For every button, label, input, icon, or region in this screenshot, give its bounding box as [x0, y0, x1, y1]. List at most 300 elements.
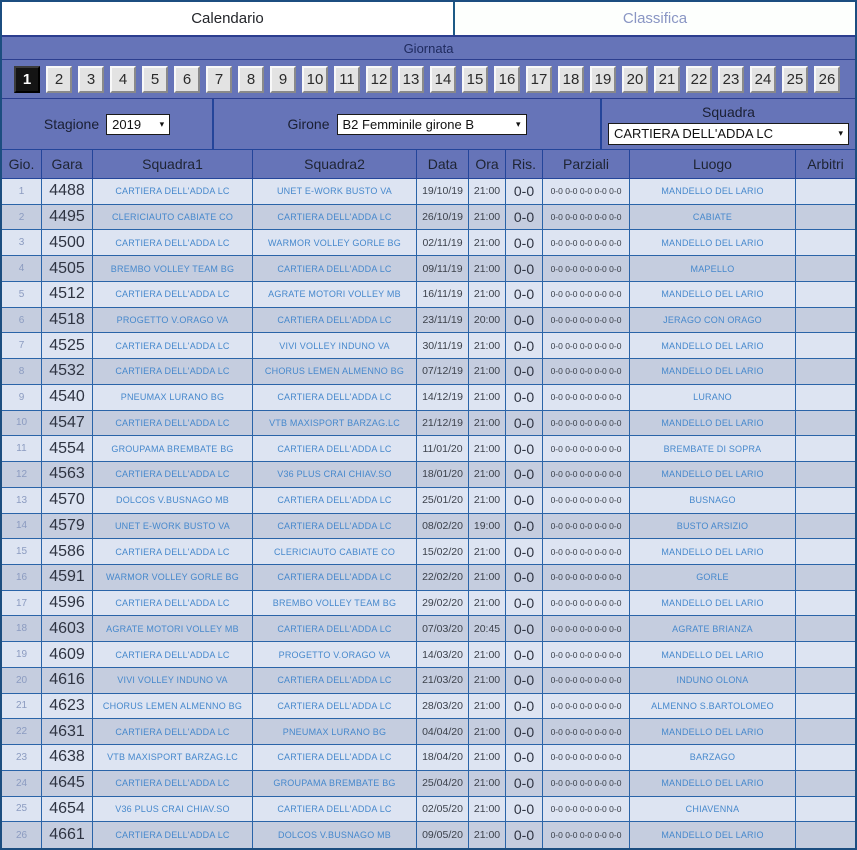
giornata-header — [2, 37, 855, 60]
table-row — [2, 771, 855, 797]
cell-data: 29/02/20 — [417, 591, 469, 616]
cell-squadra2: VIVI VOLLEY INDUNO VA — [253, 333, 417, 358]
cell-gio: 25 — [2, 797, 42, 822]
giornata-day-7[interactable]: 7 — [206, 66, 232, 93]
cell-data: 19/10/19 — [417, 179, 469, 204]
cell-squadra2: CARTIERA DELL'ADDA LC — [253, 308, 417, 333]
cell-ora: 21:00 — [469, 230, 506, 255]
cell-ora: 21:00 — [469, 668, 506, 693]
table-row — [2, 539, 855, 565]
stagione-section — [2, 99, 214, 149]
cell-parziali: 0-0 0-0 0-0 0-0 0-0 — [543, 745, 630, 770]
cell-parziali: 0-0 0-0 0-0 0-0 0-0 — [543, 488, 630, 513]
cell-arbitri — [796, 205, 855, 230]
cell-parziali: 0-0 0-0 0-0 0-0 0-0 — [543, 308, 630, 333]
cell-squadra2: UNET E-WORK BUSTO VA — [253, 179, 417, 204]
cell-squadra1: CARTIERA DELL'ADDA LC — [93, 462, 253, 487]
cell-gio: 20 — [2, 668, 42, 693]
cell-luogo: BARZAGO — [630, 745, 796, 770]
cell-data: 15/02/20 — [417, 539, 469, 564]
cell-parziali: 0-0 0-0 0-0 0-0 0-0 — [543, 256, 630, 281]
table-row — [2, 719, 855, 745]
column-header-squadra1: Squadra1 — [93, 150, 253, 178]
cell-ris: 0-0 — [506, 694, 543, 719]
cell-luogo: BREMBATE DI SOPRA — [630, 436, 796, 461]
cell-squadra2: CARTIERA DELL'ADDA LC — [253, 745, 417, 770]
cell-ris: 0-0 — [506, 745, 543, 770]
table-row — [2, 333, 855, 359]
column-header-gio: Gio. — [2, 150, 42, 178]
cell-ris: 0-0 — [506, 282, 543, 307]
column-header-squadra2: Squadra2 — [253, 150, 417, 178]
cell-ris: 0-0 — [506, 308, 543, 333]
giornata-day-16[interactable]: 16 — [494, 66, 520, 93]
cell-data: 18/01/20 — [417, 462, 469, 487]
cell-gara: 4623 — [42, 694, 93, 719]
cell-squadra1: CARTIERA DELL'ADDA LC — [93, 642, 253, 667]
cell-arbitri — [796, 436, 855, 461]
girone-label: Girone — [287, 116, 330, 132]
cell-gio: 8 — [2, 359, 42, 384]
cell-luogo: MANDELLO DEL LARIO — [630, 591, 796, 616]
cell-gio: 6 — [2, 308, 42, 333]
cell-gara: 4616 — [42, 668, 93, 693]
cell-arbitri — [796, 462, 855, 487]
cell-gio: 21 — [2, 694, 42, 719]
cell-data: 14/03/20 — [417, 642, 469, 667]
cell-luogo: JERAGO CON ORAGO — [630, 308, 796, 333]
giornata-day-23[interactable]: 23 — [718, 66, 744, 93]
cell-gio: 12 — [2, 462, 42, 487]
giornata-day-9[interactable]: 9 — [270, 66, 296, 93]
cell-squadra1: VIVI VOLLEY INDUNO VA — [93, 668, 253, 693]
cell-gara: 4488 — [42, 179, 93, 204]
cell-gio: 13 — [2, 488, 42, 513]
cell-luogo: CABIATE — [630, 205, 796, 230]
cell-ris: 0-0 — [506, 436, 543, 461]
giornata-day-15[interactable]: 15 — [462, 66, 488, 93]
cell-luogo: MANDELLO DEL LARIO — [630, 719, 796, 744]
cell-squadra2: CARTIERA DELL'ADDA LC — [253, 514, 417, 539]
cell-squadra1: CARTIERA DELL'ADDA LC — [93, 771, 253, 796]
cell-parziali: 0-0 0-0 0-0 0-0 0-0 — [543, 771, 630, 796]
giornata-day-1[interactable]: 1 — [14, 66, 40, 93]
cell-parziali: 0-0 0-0 0-0 0-0 0-0 — [543, 205, 630, 230]
cell-squadra1: CARTIERA DELL'ADDA LC — [93, 230, 253, 255]
cell-data: 09/11/19 — [417, 256, 469, 281]
cell-ora: 21:00 — [469, 385, 506, 410]
cell-arbitri — [796, 282, 855, 307]
cell-squadra1: CARTIERA DELL'ADDA LC — [93, 359, 253, 384]
squadra-select[interactable] — [608, 123, 849, 145]
cell-squadra2: V36 PLUS CRAI CHIAV.SO — [253, 462, 417, 487]
cell-ora: 21:00 — [469, 282, 506, 307]
column-header-luogo: Luogo — [630, 150, 796, 178]
cell-ora: 21:00 — [469, 797, 506, 822]
cell-ora: 19:00 — [469, 514, 506, 539]
cell-parziali: 0-0 0-0 0-0 0-0 0-0 — [543, 719, 630, 744]
cell-arbitri — [796, 308, 855, 333]
cell-ris: 0-0 — [506, 488, 543, 513]
cell-ris: 0-0 — [506, 359, 543, 384]
squadra-selected-value: CARTIERA DELL'ADDA LC — [614, 126, 774, 141]
stagione-label: Stagione — [43, 116, 100, 132]
cell-ris: 0-0 — [506, 333, 543, 358]
giornata-day-25[interactable]: 25 — [782, 66, 808, 93]
cell-squadra2: CARTIERA DELL'ADDA LC — [253, 205, 417, 230]
cell-luogo: MANDELLO DEL LARIO — [630, 822, 796, 848]
cell-ora: 21:00 — [469, 771, 506, 796]
cell-gio: 9 — [2, 385, 42, 410]
cell-ris: 0-0 — [506, 771, 543, 796]
cell-gio: 5 — [2, 282, 42, 307]
cell-ris: 0-0 — [506, 385, 543, 410]
cell-luogo: CHIAVENNA — [630, 797, 796, 822]
giornata-day-10[interactable]: 10 — [302, 66, 328, 93]
cell-squadra1: CARTIERA DELL'ADDA LC — [93, 282, 253, 307]
cell-ora: 21:00 — [469, 539, 506, 564]
cell-gara: 4505 — [42, 256, 93, 281]
cell-gio: 7 — [2, 333, 42, 358]
cell-gio: 17 — [2, 591, 42, 616]
chevron-down-icon: ▾ — [515, 118, 521, 129]
cell-ris: 0-0 — [506, 179, 543, 204]
cell-gara: 4525 — [42, 333, 93, 358]
giornata-day-19[interactable]: 19 — [590, 66, 616, 93]
table-row — [2, 230, 855, 256]
giornata-day-14[interactable]: 14 — [430, 66, 456, 93]
table-row — [2, 385, 855, 411]
cell-gara: 4596 — [42, 591, 93, 616]
cell-data: 18/04/20 — [417, 745, 469, 770]
table-row — [2, 591, 855, 617]
cell-ora: 21:00 — [469, 256, 506, 281]
cell-parziali: 0-0 0-0 0-0 0-0 0-0 — [543, 616, 630, 641]
cell-parziali: 0-0 0-0 0-0 0-0 0-0 — [543, 359, 630, 384]
cell-squadra1: CARTIERA DELL'ADDA LC — [93, 822, 253, 848]
cell-gara: 4631 — [42, 719, 93, 744]
cell-luogo: AGRATE BRIANZA — [630, 616, 796, 641]
cell-squadra2: PROGETTO V.ORAGO VA — [253, 642, 417, 667]
cell-gio: 18 — [2, 616, 42, 641]
cell-arbitri — [796, 616, 855, 641]
cell-arbitri — [796, 359, 855, 384]
cell-squadra2: WARMOR VOLLEY GORLE BG — [253, 230, 417, 255]
table-row — [2, 359, 855, 385]
cell-gara: 4500 — [42, 230, 93, 255]
cell-gara: 4554 — [42, 436, 93, 461]
giornata-day-5[interactable]: 5 — [142, 66, 168, 93]
tab-bar — [2, 2, 855, 37]
cell-parziali: 0-0 0-0 0-0 0-0 0-0 — [543, 591, 630, 616]
giornata-day-20[interactable]: 20 — [622, 66, 648, 93]
cell-ora: 21:00 — [469, 488, 506, 513]
cell-squadra2: DOLCOS V.BUSNAGO MB — [253, 822, 417, 848]
cell-gara: 4495 — [42, 205, 93, 230]
cell-data: 25/04/20 — [417, 771, 469, 796]
cell-luogo: LURANO — [630, 385, 796, 410]
table-row — [2, 256, 855, 282]
cell-ris: 0-0 — [506, 514, 543, 539]
cell-data: 14/12/19 — [417, 385, 469, 410]
cell-parziali: 0-0 0-0 0-0 0-0 0-0 — [543, 565, 630, 590]
table-row — [2, 822, 855, 848]
table-row — [2, 642, 855, 668]
cell-ora: 21:00 — [469, 359, 506, 384]
cell-data: 08/02/20 — [417, 514, 469, 539]
cell-squadra2: CARTIERA DELL'ADDA LC — [253, 385, 417, 410]
cell-squadra2: CARTIERA DELL'ADDA LC — [253, 565, 417, 590]
cell-arbitri — [796, 539, 855, 564]
cell-parziali: 0-0 0-0 0-0 0-0 0-0 — [543, 282, 630, 307]
cell-luogo: ALMENNO S.BARTOLOMEO — [630, 694, 796, 719]
cell-luogo: INDUNO OLONA — [630, 668, 796, 693]
cell-data: 21/03/20 — [417, 668, 469, 693]
cell-ora: 21:00 — [469, 565, 506, 590]
cell-arbitri — [796, 514, 855, 539]
column-header-arbitri: Arbitri — [807, 156, 844, 172]
cell-squadra2: CARTIERA DELL'ADDA LC — [253, 488, 417, 513]
cell-parziali: 0-0 0-0 0-0 0-0 0-0 — [543, 822, 630, 848]
cell-squadra2: CARTIERA DELL'ADDA LC — [253, 694, 417, 719]
cell-ris: 0-0 — [506, 205, 543, 230]
cell-arbitri — [796, 179, 855, 204]
cell-ris: 0-0 — [506, 591, 543, 616]
giornata-day-3[interactable]: 3 — [78, 66, 104, 93]
squadra-label: Squadra — [702, 103, 755, 120]
stagione-selected-value: 2019 — [112, 116, 142, 132]
cell-ora: 21:00 — [469, 745, 506, 770]
cell-squadra2: GROUPAMA BREMBATE BG — [253, 771, 417, 796]
cell-data: 26/10/19 — [417, 205, 469, 230]
cell-squadra1: WARMOR VOLLEY GORLE BG — [93, 565, 253, 590]
cell-ora: 21:00 — [469, 205, 506, 230]
cell-gara: 4532 — [42, 359, 93, 384]
cell-gara: 4570 — [42, 488, 93, 513]
cell-ora: 21:00 — [469, 411, 506, 436]
cell-gio: 24 — [2, 771, 42, 796]
cell-squadra1: CARTIERA DELL'ADDA LC — [93, 411, 253, 436]
cell-luogo: MANDELLO DEL LARIO — [630, 333, 796, 358]
cell-luogo: MANDELLO DEL LARIO — [630, 179, 796, 204]
cell-gio: 14 — [2, 514, 42, 539]
giornata-day-11[interactable]: 11 — [334, 66, 360, 93]
table-row — [2, 411, 855, 437]
cell-parziali: 0-0 0-0 0-0 0-0 0-0 — [543, 230, 630, 255]
cell-gio: 11 — [2, 436, 42, 461]
cell-luogo: MANDELLO DEL LARIO — [630, 642, 796, 667]
cell-ris: 0-0 — [506, 668, 543, 693]
cell-data: 07/03/20 — [417, 616, 469, 641]
cell-gio: 23 — [2, 745, 42, 770]
cell-squadra2: CHORUS LEMEN ALMENNO BG — [253, 359, 417, 384]
cell-squadra1: VTB MAXISPORT BARZAG.LC — [93, 745, 253, 770]
cell-squadra1: CARTIERA DELL'ADDA LC — [93, 333, 253, 358]
giornata-day-26[interactable]: 26 — [814, 66, 840, 93]
giornata-day-21[interactable]: 21 — [654, 66, 680, 93]
cell-gara: 4579 — [42, 514, 93, 539]
cell-squadra2: CARTIERA DELL'ADDA LC — [253, 616, 417, 641]
tab-classifica[interactable]: Classifica — [453, 2, 855, 35]
table-row — [2, 616, 855, 642]
cell-gio: 2 — [2, 205, 42, 230]
cell-squadra1: CHORUS LEMEN ALMENNO BG — [93, 694, 253, 719]
cell-arbitri — [796, 771, 855, 796]
cell-squadra1: GROUPAMA BREMBATE BG — [93, 436, 253, 461]
tab-calendario[interactable]: Calendario — [191, 10, 264, 27]
column-header-ora: Ora — [469, 150, 506, 178]
cell-data: 02/05/20 — [417, 797, 469, 822]
cell-squadra1: BREMBO VOLLEY TEAM BG — [93, 256, 253, 281]
cell-ris: 0-0 — [506, 256, 543, 281]
cell-ris: 0-0 — [506, 719, 543, 744]
cell-gio: 15 — [2, 539, 42, 564]
cell-luogo: MANDELLO DEL LARIO — [630, 771, 796, 796]
cell-parziali: 0-0 0-0 0-0 0-0 0-0 — [543, 797, 630, 822]
cell-arbitri — [796, 745, 855, 770]
cell-parziali: 0-0 0-0 0-0 0-0 0-0 — [543, 179, 630, 204]
table-row — [2, 694, 855, 720]
girone-select[interactable] — [337, 114, 527, 135]
cell-parziali: 0-0 0-0 0-0 0-0 0-0 — [543, 462, 630, 487]
cell-ris: 0-0 — [506, 230, 543, 255]
cell-gara: 4638 — [42, 745, 93, 770]
cell-gara: 4586 — [42, 539, 93, 564]
cell-gara: 4547 — [42, 411, 93, 436]
cell-arbitri — [796, 642, 855, 667]
cell-arbitri — [796, 230, 855, 255]
cell-gio: 3 — [2, 230, 42, 255]
squadra-section — [602, 99, 855, 149]
cell-ris: 0-0 — [506, 565, 543, 590]
table-row — [2, 745, 855, 771]
cell-data: 28/03/20 — [417, 694, 469, 719]
giornata-day-17[interactable]: 17 — [526, 66, 552, 93]
cell-squadra2: CARTIERA DELL'ADDA LC — [253, 436, 417, 461]
cell-squadra1: AGRATE MOTORI VOLLEY MB — [93, 616, 253, 641]
cell-luogo: MANDELLO DEL LARIO — [630, 230, 796, 255]
table-row — [2, 668, 855, 694]
cell-gara: 4609 — [42, 642, 93, 667]
cell-gio: 16 — [2, 565, 42, 590]
cell-parziali: 0-0 0-0 0-0 0-0 0-0 — [543, 668, 630, 693]
cell-data: 23/11/19 — [417, 308, 469, 333]
cell-gara: 4518 — [42, 308, 93, 333]
giornata-day-24[interactable]: 24 — [750, 66, 776, 93]
cell-parziali: 0-0 0-0 0-0 0-0 0-0 — [543, 642, 630, 667]
filter-bar — [2, 99, 855, 150]
cell-gara: 4661 — [42, 822, 93, 848]
cell-ora: 21:00 — [469, 179, 506, 204]
cell-ora: 21:00 — [469, 642, 506, 667]
girone-selected-value: B2 Femminile girone B — [342, 116, 475, 132]
cell-ora: 21:00 — [469, 436, 506, 461]
giornata-day-8[interactable]: 8 — [238, 66, 264, 93]
cell-luogo: BUSNAGO — [630, 488, 796, 513]
cell-parziali: 0-0 0-0 0-0 0-0 0-0 — [543, 385, 630, 410]
cell-ora: 21:00 — [469, 462, 506, 487]
chevron-down-icon: ▾ — [838, 128, 843, 138]
cell-squadra1: PNEUMAX LURANO BG — [93, 385, 253, 410]
table-row — [2, 565, 855, 591]
stagione-select[interactable] — [106, 114, 170, 135]
cell-arbitri — [796, 719, 855, 744]
cell-gara: 4603 — [42, 616, 93, 641]
cell-luogo: MANDELLO DEL LARIO — [630, 411, 796, 436]
cell-squadra2: CARTIERA DELL'ADDA LC — [253, 256, 417, 281]
giornata-day-18[interactable]: 18 — [558, 66, 584, 93]
cell-ris: 0-0 — [506, 539, 543, 564]
cell-ora: 21:00 — [469, 719, 506, 744]
table-header-row — [2, 150, 855, 179]
cell-ris: 0-0 — [506, 411, 543, 436]
giornata-day-13[interactable]: 13 — [398, 66, 424, 93]
cell-gio: 4 — [2, 256, 42, 281]
cell-gio: 1 — [2, 179, 42, 204]
cell-squadra1: PROGETTO V.ORAGO VA — [93, 308, 253, 333]
column-header-gara: Gara — [42, 150, 93, 178]
cell-arbitri — [796, 694, 855, 719]
table-body — [2, 179, 855, 848]
cell-squadra2: BREMBO VOLLEY TEAM BG — [253, 591, 417, 616]
cell-parziali: 0-0 0-0 0-0 0-0 0-0 — [543, 436, 630, 461]
cell-gara: 4645 — [42, 771, 93, 796]
giornata-day-12[interactable]: 12 — [366, 66, 392, 93]
cell-squadra2: CLERICIAUTO CABIATE CO — [253, 539, 417, 564]
cell-arbitri — [796, 668, 855, 693]
table-row — [2, 488, 855, 514]
cell-squadra1: CARTIERA DELL'ADDA LC — [93, 539, 253, 564]
giornata-day-6[interactable]: 6 — [174, 66, 200, 93]
table-row — [2, 205, 855, 231]
cell-arbitri — [796, 333, 855, 358]
giornata-day-4[interactable]: 4 — [110, 66, 136, 93]
cell-arbitri — [796, 565, 855, 590]
cell-ora: 21:00 — [469, 822, 506, 848]
cell-data: 16/11/19 — [417, 282, 469, 307]
cell-ris: 0-0 — [506, 616, 543, 641]
cell-ora: 20:45 — [469, 616, 506, 641]
column-header-data: Data — [417, 150, 469, 178]
girone-section — [214, 99, 602, 149]
cell-ris: 0-0 — [506, 822, 543, 848]
cell-data: 04/04/20 — [417, 719, 469, 744]
cell-ora: 21:00 — [469, 694, 506, 719]
cell-luogo: MANDELLO DEL LARIO — [630, 282, 796, 307]
cell-squadra1: DOLCOS V.BUSNAGO MB — [93, 488, 253, 513]
cell-gara: 4512 — [42, 282, 93, 307]
cell-gara: 4563 — [42, 462, 93, 487]
cell-parziali: 0-0 0-0 0-0 0-0 0-0 — [543, 514, 630, 539]
cell-data: 07/12/19 — [417, 359, 469, 384]
cell-arbitri — [796, 488, 855, 513]
cell-parziali: 0-0 0-0 0-0 0-0 0-0 — [543, 539, 630, 564]
cell-luogo: GORLE — [630, 565, 796, 590]
giornata-day-22[interactable]: 22 — [686, 66, 712, 93]
cell-luogo: MAPELLO — [630, 256, 796, 281]
giornata-day-2[interactable]: 2 — [46, 66, 72, 93]
cell-ora: 20:00 — [469, 308, 506, 333]
cell-data: 11/01/20 — [417, 436, 469, 461]
cell-data: 09/05/20 — [417, 822, 469, 848]
cell-ora: 21:00 — [469, 591, 506, 616]
cell-gio: 19 — [2, 642, 42, 667]
cell-luogo: BUSTO ARSIZIO — [630, 514, 796, 539]
cell-ris: 0-0 — [506, 462, 543, 487]
cell-gara: 4654 — [42, 797, 93, 822]
table-row — [2, 282, 855, 308]
table-row — [2, 462, 855, 488]
